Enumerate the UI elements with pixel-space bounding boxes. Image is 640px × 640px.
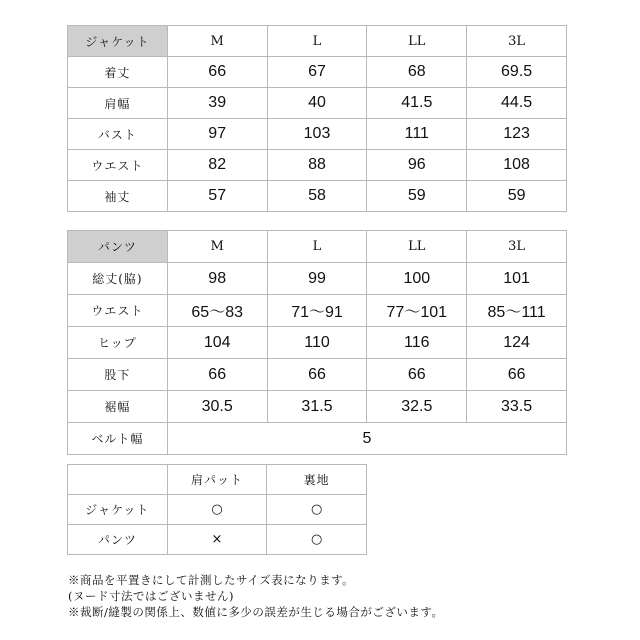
row-label: バスト [68, 119, 168, 150]
table-row [68, 525, 367, 555]
table-cell: ○ [267, 525, 367, 555]
table-cell: 58 [267, 181, 367, 212]
header-cell: L [267, 231, 367, 263]
notes [68, 572, 628, 620]
header-cell: M [167, 26, 267, 57]
header-cell: M [167, 231, 267, 263]
row-label: ウエスト [68, 295, 168, 327]
table-row [68, 295, 567, 327]
row-label: ベルト幅 [68, 423, 168, 455]
table-cell: 57 [167, 181, 267, 212]
table-cell: 65～83 [167, 295, 267, 327]
feature-table [67, 464, 367, 555]
table-cell: ○ [167, 495, 267, 525]
table-cell: 104 [167, 327, 267, 359]
row-label: ジャケット [68, 495, 168, 525]
table-header-row [68, 465, 367, 495]
header-cell [68, 465, 168, 495]
table-row [68, 181, 567, 212]
header-cell: ジャケット [68, 26, 168, 57]
header-cell: 裏地 [267, 465, 367, 495]
table-cell: 31.5 [267, 391, 367, 423]
table-cell: 108 [467, 150, 567, 181]
table-cell: 44.5 [467, 88, 567, 119]
row-label: パンツ [68, 525, 168, 555]
table-cell: 82 [167, 150, 267, 181]
header-cell: L [267, 26, 367, 57]
table-cell: 98 [167, 263, 267, 295]
note-line: ※裁断/縫製の関係上、数値に多少の誤差が生じる場合がございます。 [68, 605, 444, 619]
table-header-row [68, 231, 567, 263]
header-cell: 3L [467, 26, 567, 57]
row-label: 肩幅 [68, 88, 168, 119]
table-cell: 66 [167, 359, 267, 391]
table-cell: 100 [367, 263, 467, 295]
table-row [68, 57, 567, 88]
table-row [68, 495, 367, 525]
table-cell: 66 [467, 359, 567, 391]
table-cell: 32.5 [367, 391, 467, 423]
header-cell: パンツ [68, 231, 168, 263]
header-cell: LL [367, 26, 467, 57]
table-cell: 88 [267, 150, 367, 181]
table-cell: 66 [367, 359, 467, 391]
note-line: (ヌード寸法ではございません) [68, 589, 234, 603]
row-label: 裾幅 [68, 391, 168, 423]
table-cell: 67 [267, 57, 367, 88]
table-cell: 99 [267, 263, 367, 295]
row-label: 総丈(脇) [68, 263, 168, 295]
table-cell: 69.5 [467, 57, 567, 88]
table-cell: 97 [167, 119, 267, 150]
table-cell: 59 [467, 181, 567, 212]
table-cell: 59 [367, 181, 467, 212]
table-cell: ○ [267, 495, 367, 525]
table-row [68, 119, 567, 150]
table-cell: 85～111 [467, 295, 567, 327]
table-cell: 101 [467, 263, 567, 295]
table-cell: 30.5 [167, 391, 267, 423]
table-cell: 71～91 [267, 295, 367, 327]
table-cell: 68 [367, 57, 467, 88]
table-cell: 33.5 [467, 391, 567, 423]
table-cell: 116 [367, 327, 467, 359]
row-label: ウエスト [68, 150, 168, 181]
row-label: 股下 [68, 359, 168, 391]
belt-row [68, 423, 567, 455]
table-row [68, 391, 567, 423]
table-cell: 96 [367, 150, 467, 181]
table-cell: 124 [467, 327, 567, 359]
table-cell: 110 [267, 327, 367, 359]
table-row [68, 327, 567, 359]
note-line: ※商品を平置きにして計測したサイズ表になります。 [68, 573, 355, 587]
table-row [68, 150, 567, 181]
table-cell: 123 [467, 119, 567, 150]
jacket-size-table [67, 25, 567, 212]
table-cell: 103 [267, 119, 367, 150]
table-row [68, 88, 567, 119]
table-row [68, 263, 567, 295]
table-cell: 111 [367, 119, 467, 150]
table-cell: 66 [167, 57, 267, 88]
table-row [68, 359, 567, 391]
table-header-row [68, 26, 567, 57]
table-cell: 66 [267, 359, 367, 391]
header-cell: LL [367, 231, 467, 263]
header-cell: 3L [467, 231, 567, 263]
header-cell: 肩パット [167, 465, 267, 495]
row-label: ヒップ [68, 327, 168, 359]
table-cell: 41.5 [367, 88, 467, 119]
belt-width-value: 5 [167, 423, 566, 455]
table-cell: 39 [167, 88, 267, 119]
table-cell: 77～101 [367, 295, 467, 327]
table-cell: 40 [267, 88, 367, 119]
pants-size-table [67, 230, 567, 455]
table-cell: × [167, 525, 267, 555]
row-label: 袖丈 [68, 181, 168, 212]
row-label: 着丈 [68, 57, 168, 88]
